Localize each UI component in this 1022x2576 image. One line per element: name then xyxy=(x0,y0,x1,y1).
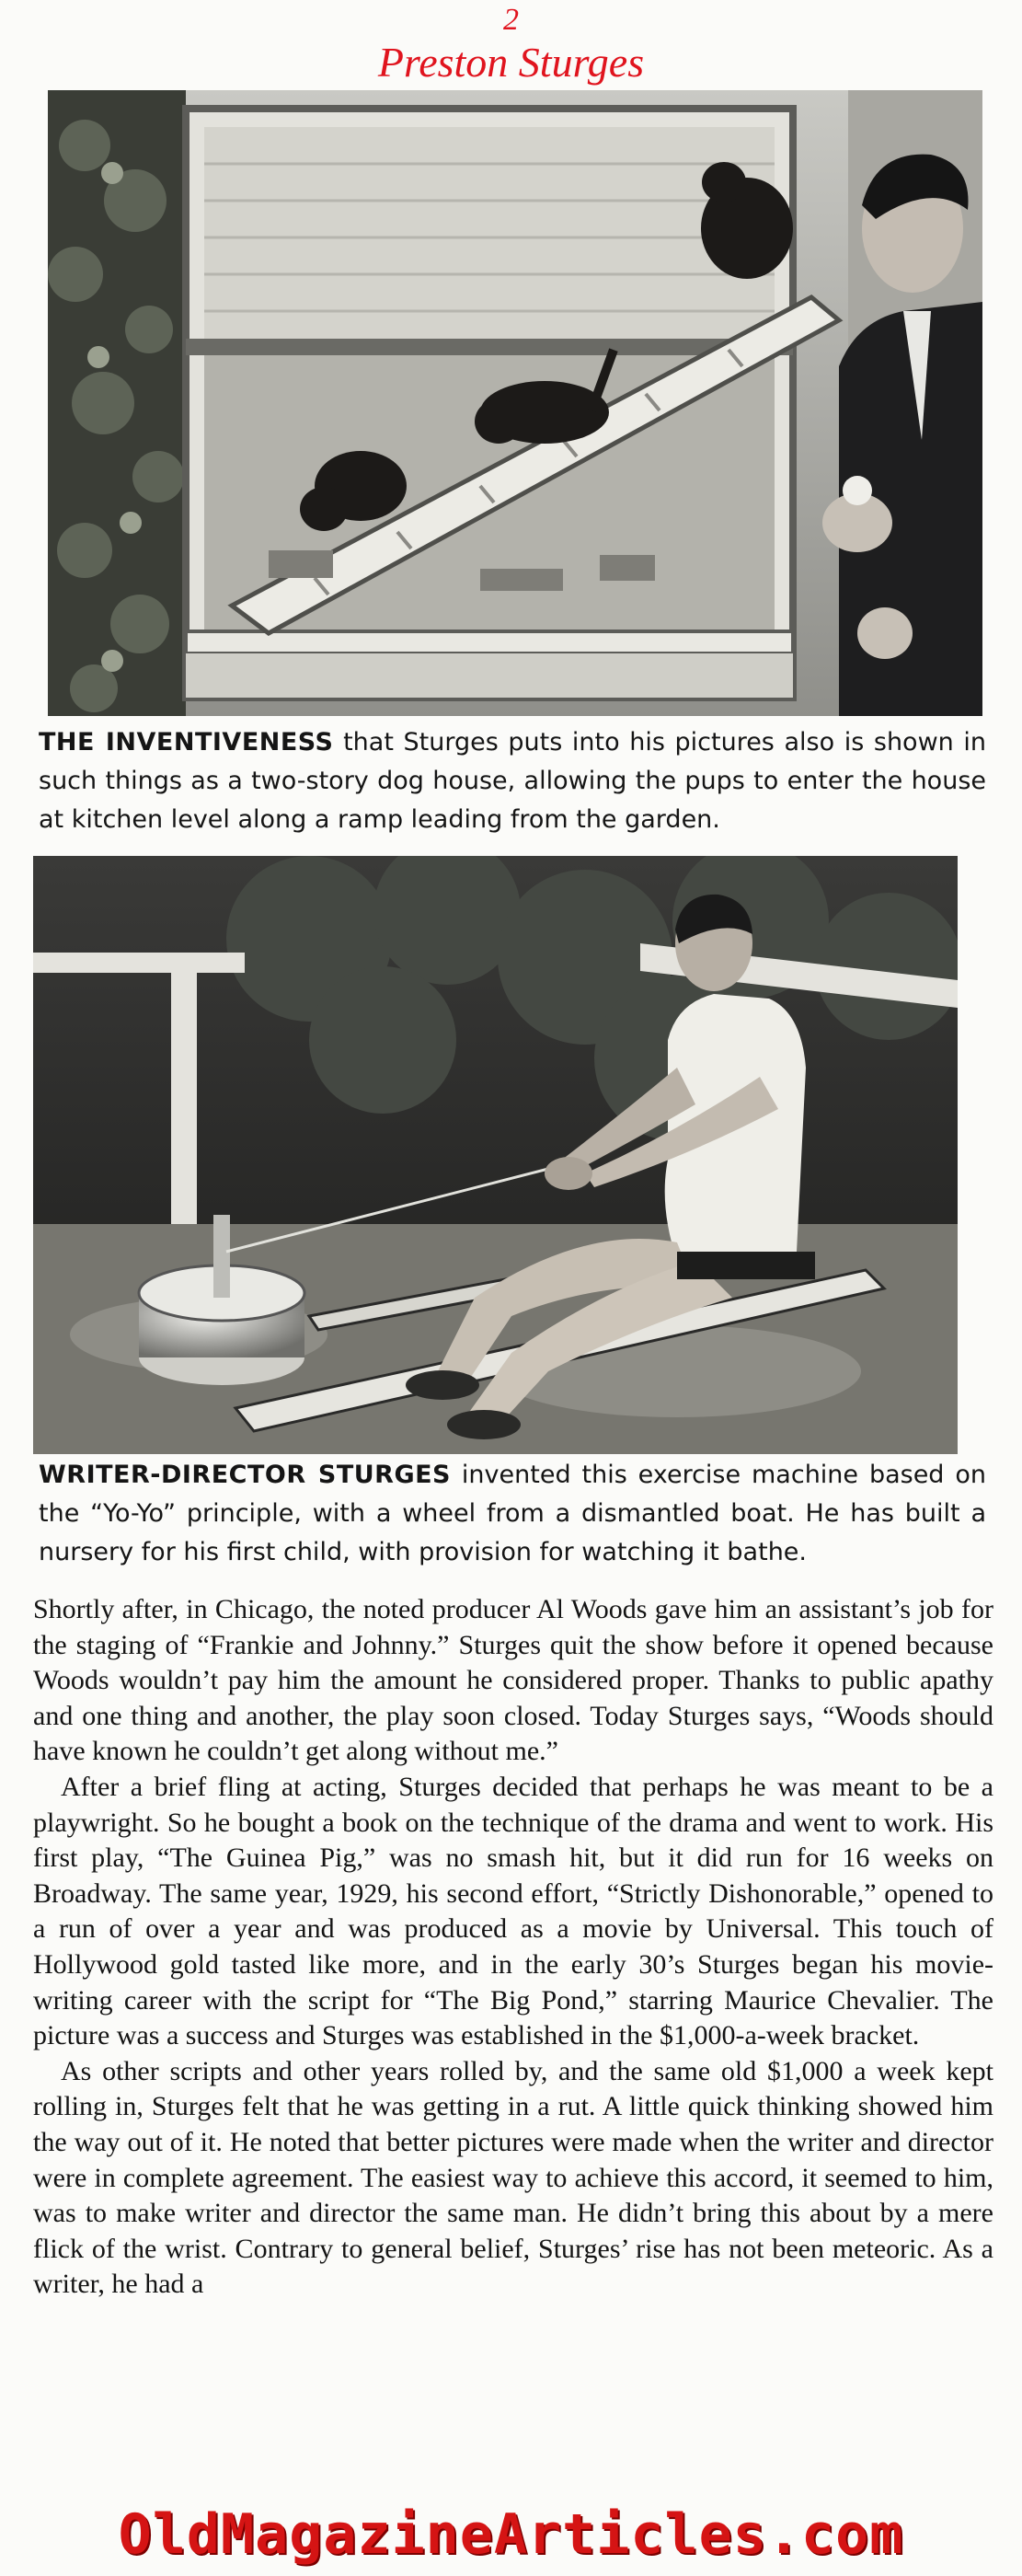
exercise-machine-illustration xyxy=(33,856,958,1454)
photo-exercise-machine xyxy=(33,856,958,1454)
article-paragraph: As other scripts and other years rolled by, and the same old $1,000 a week kept rolling in, Sturges felt that he was getting in a rut. A little quick thinking showed him the way out of it. He noted that better pictures were made when the writer and director were in complete agreement. The easiest way to achieve this accord, it seemed to him, was to make writer and director the same man. He didn’t bring this about by a mere flick of the wrist. Contrary to general belief, Sturges’ rise has not been meteoric. As a writer, he had a xyxy=(33,2055,993,2300)
photo-caption-dog-house xyxy=(39,723,986,839)
article-paragraph: After a brief fling at acting, Sturges decided that perhaps he was meant to be a playwright. So he bought a book on the technique of the drama and went to work. His first play, “The Guinea Pig,” was no smash hit, but it did run for 16 weeks on Broadway. The same year, 1929, his second effort, “Strictly Dishonorable,” opened to a run of over a year and was produced as a movie by Universal. This touch of Hollywood gold tasted like more, and in the early 30’s Sturges began his movie-writing career with the script for “The Big Pond,” starring Maurice Chevalier. The picture was a success and Sturges was established in the $1,000-a-week bracket. xyxy=(33,1771,993,2051)
page-number: 2 xyxy=(503,3,519,37)
site-watermark: OldMagazineArticles.com xyxy=(118,2502,904,2567)
photo-dog-house xyxy=(48,90,982,716)
article-paragraph: Shortly after, in Chicago, the noted producer Al Woods gave him an assistant’s job for the staging of “Frankie and Johnny.” Sturges quit the show before it opened because Woods wouldn’t pay him the amount he considered proper. Thanks to public apathy and one thing and another, the play soon closed. Today Sturges says, “Woods should have known he couldn’t get along without me.” xyxy=(33,1594,993,1767)
dog-house-illustration xyxy=(48,90,982,716)
caption-lead: THE INVENTIVENESS xyxy=(39,728,334,757)
caption-lead: WRITER-DIRECTOR STURGES xyxy=(39,1461,452,1489)
running-title: Preston Sturges xyxy=(377,39,645,86)
article-body xyxy=(33,1592,993,2303)
photo-caption-exercise-machine xyxy=(39,1456,986,1572)
caption-text: invented this exercise machine based on the “Yo-Yo” principle, with a wheel from a dismantled boat. He has built a nursery for his first child, with provision for watching it bathe. xyxy=(39,1461,986,1566)
caption-text: that Sturges puts into his pictures also is shown in such things as a two-story dog house, allowing the pups to enter the house at kitchen level along a ramp leading from the garden. xyxy=(39,728,986,834)
